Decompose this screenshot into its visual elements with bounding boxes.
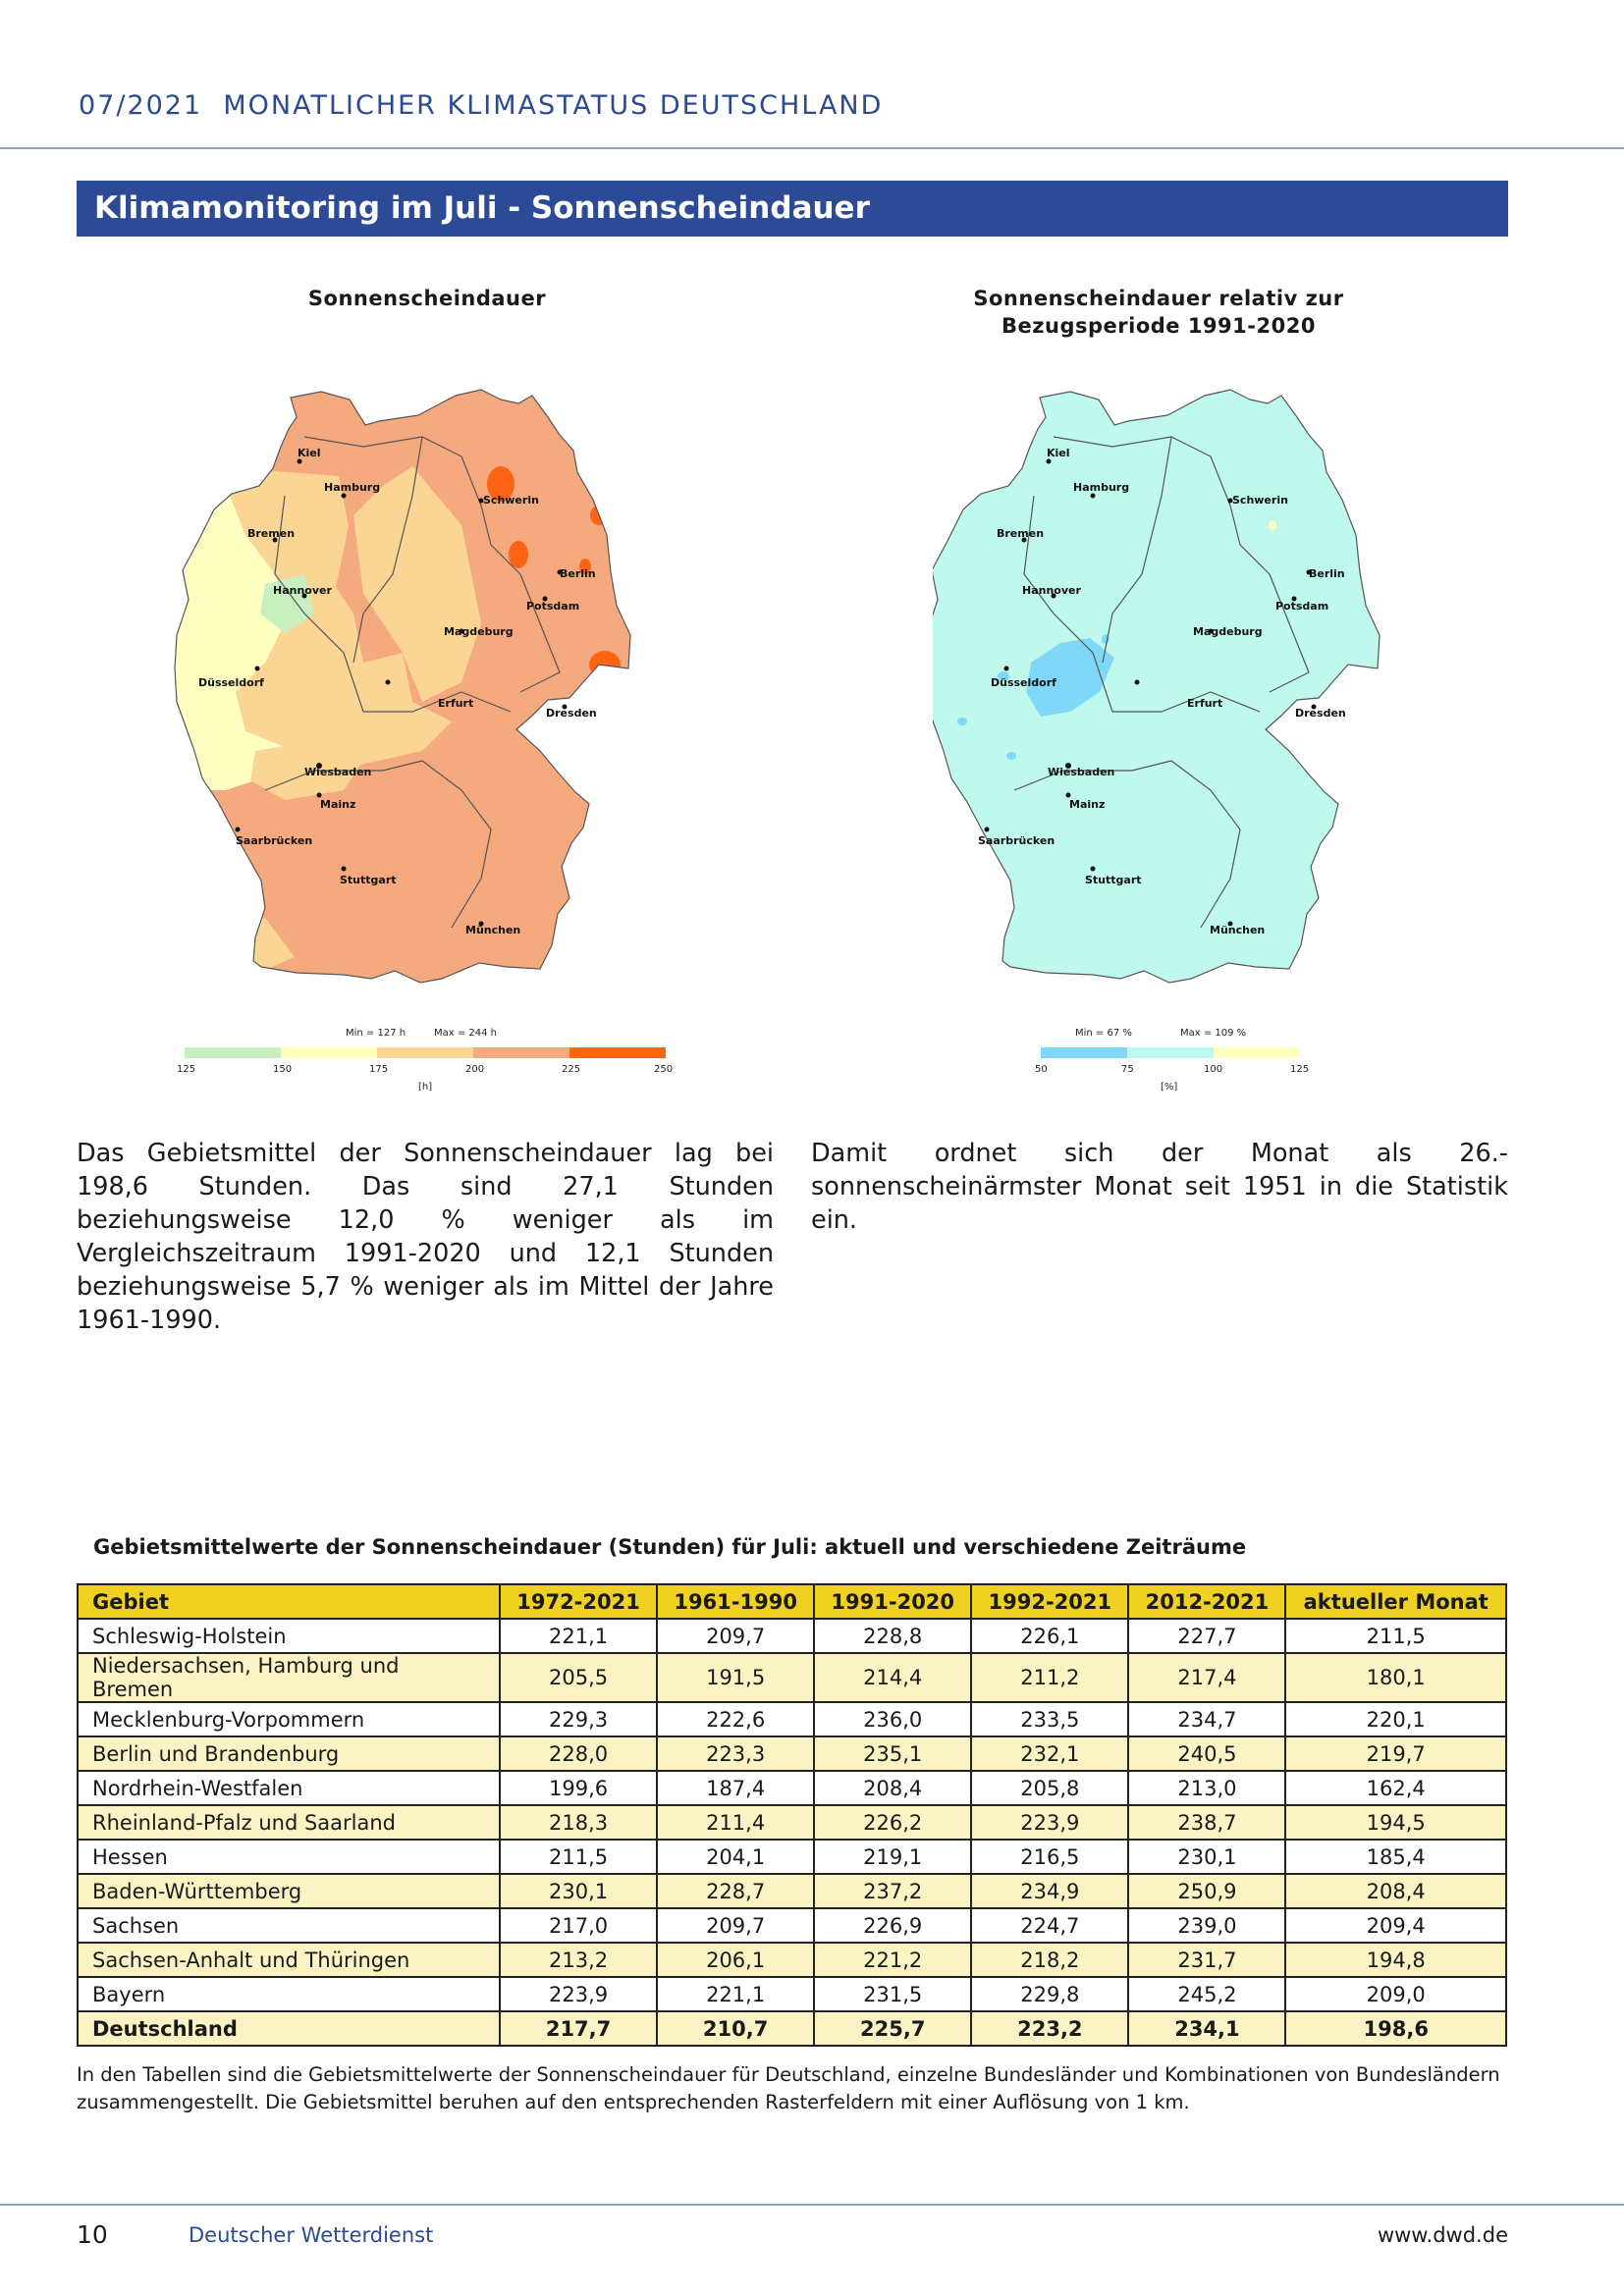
value-cell: 217,0 — [500, 1908, 657, 1943]
value-cell: 208,4 — [1285, 1874, 1506, 1908]
value-cell: 230,1 — [500, 1874, 657, 1908]
city-label: Erfurt — [438, 697, 474, 710]
value-cell: 228,7 — [657, 1874, 814, 1908]
page-number: 10 — [77, 2220, 108, 2249]
region-cell: Sachsen-Anhalt und Thüringen — [78, 1943, 500, 1977]
value-cell: 219,1 — [814, 1840, 971, 1874]
region-cell: Niedersachsen, Hamburg und Bremen — [78, 1653, 500, 1702]
region-cell: Mecklenburg-Vorpommern — [78, 1702, 500, 1736]
city-label: Mainz — [1069, 798, 1106, 811]
value-cell: 245,2 — [1128, 1977, 1285, 2011]
col-header: aktueller Monat — [1285, 1584, 1506, 1619]
value-cell: 209,0 — [1285, 1977, 1506, 2011]
right-map-max: Max = 109 % — [1180, 1028, 1247, 1039]
value-cell: 199,6 — [500, 1771, 657, 1805]
table-row — [78, 1805, 1506, 1840]
table-row — [78, 1702, 1506, 1736]
value-cell: 211,5 — [1285, 1619, 1506, 1653]
right-map-min: Min = 67 % — [1075, 1028, 1132, 1039]
value-cell: 250,9 — [1128, 1874, 1285, 1908]
value-cell: 227,7 — [1128, 1619, 1285, 1653]
value-cell: 237,2 — [814, 1874, 971, 1908]
left-map-title: Sonnenscheindauer — [307, 287, 547, 310]
value-cell: 223,2 — [971, 2011, 1128, 2046]
value-cell: 218,2 — [971, 1943, 1128, 1977]
value-cell: 206,1 — [657, 1943, 814, 1977]
value-cell: 191,5 — [657, 1653, 814, 1702]
value-cell: 223,9 — [500, 1977, 657, 2011]
value-cell: 230,1 — [1128, 1840, 1285, 1874]
table-row — [78, 1736, 1506, 1771]
region-cell: Schleswig-Holstein — [78, 1619, 500, 1653]
city-label: Magdeburg — [1193, 625, 1263, 638]
value-cell: 211,5 — [500, 1840, 657, 1874]
region-cell: Hessen — [78, 1840, 500, 1874]
value-cell: 240,5 — [1128, 1736, 1285, 1771]
region-cell: Sachsen — [78, 1908, 500, 1943]
region-cell: Nordrhein-Westfalen — [78, 1771, 500, 1805]
city-label: Potsdam — [526, 600, 580, 613]
city-label: Saarbrücken — [236, 834, 313, 847]
value-cell: 226,9 — [814, 1908, 971, 1943]
right-legend-tick: 75 — [1121, 1064, 1134, 1075]
city-label: Bremen — [247, 527, 296, 540]
col-header: 2012-2021 — [1128, 1584, 1285, 1619]
table-row — [78, 1840, 1506, 1874]
city-label: Stuttgart — [340, 874, 397, 886]
region-cell: Bayern — [78, 1977, 500, 2011]
left-legend-tick: 125 — [177, 1064, 196, 1075]
city-label: Wiesbaden — [1048, 766, 1115, 778]
value-cell: 205,5 — [500, 1653, 657, 1702]
footer-rule — [0, 2204, 1624, 2206]
value-cell: 209,7 — [657, 1619, 814, 1653]
table-row — [78, 1771, 1506, 1805]
city-label: Hannover — [273, 584, 332, 597]
value-cell: 198,6 — [1285, 2011, 1506, 2046]
city-label: Saarbrücken — [978, 834, 1056, 847]
value-cell: 234,7 — [1128, 1702, 1285, 1736]
right-legend-tick: 125 — [1290, 1064, 1310, 1075]
col-header: 1972-2021 — [500, 1584, 657, 1619]
value-cell: 218,3 — [500, 1805, 657, 1840]
left-legend-tick: 150 — [273, 1064, 293, 1075]
right-legend-tick: 50 — [1035, 1064, 1048, 1075]
value-cell: 236,0 — [814, 1702, 971, 1736]
area-mean-table — [77, 1583, 1507, 2047]
value-cell: 180,1 — [1285, 1653, 1506, 1702]
table-row — [78, 2011, 1506, 2046]
header-issue: 07/2021 — [79, 90, 203, 121]
city-label: Kiel — [298, 447, 321, 459]
city-label: Berlin — [560, 567, 596, 580]
right-map-title-line1: Sonnenscheindauer relativ zur — [973, 287, 1344, 310]
value-cell: 221,2 — [814, 1943, 971, 1977]
left-legend-tick: 175 — [369, 1064, 389, 1075]
city-label: Stuttgart — [1085, 874, 1142, 886]
summary-paragraph-left: Das Gebietsmittel der Sonnenscheindauer lag bei 198,6 Stunden. Das sind 27,1 Stunden beziehungsweise 12,0 % weniger als im Vergleichszeitraum 1991-2020 und 12,1 Stunden beziehungsweise 5,7 % weniger als im Mittel der Jahre 1961-1990. — [77, 1139, 774, 1335]
value-cell: 214,4 — [814, 1653, 971, 1702]
city-label: Dresden — [1295, 707, 1346, 720]
value-cell: 238,7 — [1128, 1805, 1285, 1840]
footer-url[interactable]: www.dwd.de — [1377, 2223, 1508, 2247]
value-cell: 234,1 — [1128, 2011, 1285, 2046]
value-cell: 221,1 — [657, 1977, 814, 2011]
value-cell: 216,5 — [971, 1840, 1128, 1874]
value-cell: 229,3 — [500, 1702, 657, 1736]
city-label: Potsdam — [1275, 600, 1329, 613]
value-cell: 185,4 — [1285, 1840, 1506, 1874]
col-header: 1991-2020 — [814, 1584, 971, 1619]
value-cell: 229,8 — [971, 1977, 1128, 2011]
value-cell: 234,9 — [971, 1874, 1128, 1908]
city-label: München — [1210, 924, 1266, 936]
right-map-title — [943, 285, 1375, 340]
region-cell: Rheinland-Pfalz und Saarland — [78, 1805, 500, 1840]
sunshine-duration-map — [167, 378, 697, 1095]
value-cell: 209,7 — [657, 1908, 814, 1943]
city-label: Mainz — [320, 798, 356, 811]
value-cell: 233,5 — [971, 1702, 1128, 1736]
value-cell: 221,1 — [500, 1619, 657, 1653]
region-cell: Baden-Württemberg — [78, 1874, 500, 1908]
right-legend-tick: 100 — [1204, 1064, 1223, 1075]
value-cell: 232,1 — [971, 1736, 1128, 1771]
region-cell: Berlin und Brandenburg — [78, 1736, 500, 1771]
left-map-max: Max = 244 h — [434, 1028, 498, 1039]
col-header: Gebiet — [78, 1584, 500, 1619]
city-label: Schwerin — [1232, 494, 1288, 507]
value-cell: 223,9 — [971, 1805, 1128, 1840]
city-label: Wiesbaden — [304, 766, 372, 778]
city-label: Dresden — [546, 707, 597, 720]
city-label: Hamburg — [1073, 481, 1130, 494]
right-map-legend — [1035, 1047, 1309, 1093]
value-cell: 209,4 — [1285, 1908, 1506, 1943]
city-label: Hamburg — [324, 481, 381, 494]
summary-paragraph-right: Damit ordnet sich der Monat als 26.-sonnenscheinärmster Monat seit 1951 in die Statistik ein. — [811, 1139, 1508, 1235]
running-header — [79, 90, 883, 121]
value-cell: 217,4 — [1128, 1653, 1285, 1702]
table-row — [78, 1908, 1506, 1943]
city-label: Schwerin — [483, 494, 539, 507]
value-cell: 231,5 — [814, 1977, 971, 2011]
table-row — [78, 1943, 1506, 1977]
value-cell: 187,4 — [657, 1771, 814, 1805]
header-rule — [0, 147, 1624, 149]
left-legend-tick: 200 — [465, 1064, 485, 1075]
value-cell: 235,1 — [814, 1736, 971, 1771]
city-label: Hannover — [1022, 584, 1081, 597]
value-cell: 231,7 — [1128, 1943, 1285, 1977]
right-map-title-line2: Bezugsperiode 1991-2020 — [1001, 314, 1316, 338]
city-label: Düsseldorf — [198, 676, 264, 689]
value-cell: 211,2 — [971, 1653, 1128, 1702]
value-cell: 226,2 — [814, 1805, 971, 1840]
right-legend-unit: [%] — [1161, 1082, 1178, 1093]
value-cell: 194,5 — [1285, 1805, 1506, 1840]
col-header: 1992-2021 — [971, 1584, 1128, 1619]
city-label: München — [465, 924, 521, 936]
left-legend-unit: [h] — [418, 1082, 433, 1093]
value-cell: 223,3 — [657, 1736, 814, 1771]
relative-sunshine-map — [933, 378, 1463, 1095]
city-label: Magdeburg — [444, 625, 514, 638]
left-legend-tick: 250 — [654, 1064, 674, 1075]
value-cell: 211,4 — [657, 1805, 814, 1840]
table-row — [78, 1653, 1506, 1702]
region-cell: Deutschland — [78, 2011, 500, 2046]
left-map-min: Min = 127 h — [346, 1028, 406, 1039]
value-cell: 213,2 — [500, 1943, 657, 1977]
table-header-row — [78, 1584, 1506, 1619]
value-cell: 213,0 — [1128, 1771, 1285, 1805]
city-label: Berlin — [1309, 567, 1345, 580]
value-cell: 224,7 — [971, 1908, 1128, 1943]
header-title: MONATLICHER KLIMASTATUS DEUTSCHLAND — [223, 90, 884, 121]
section-banner: Klimamonitoring im Juli - Sonnenscheindauer — [77, 181, 1508, 237]
footer-organisation: Deutscher Wetterdienst — [189, 2223, 434, 2247]
table-row — [78, 1874, 1506, 1908]
table-row — [78, 1619, 1506, 1653]
value-cell: 225,7 — [814, 2011, 971, 2046]
left-map-legend — [177, 1047, 673, 1093]
value-cell: 222,6 — [657, 1702, 814, 1736]
value-cell: 204,1 — [657, 1840, 814, 1874]
value-cell: 239,0 — [1128, 1908, 1285, 1943]
value-cell: 219,7 — [1285, 1736, 1506, 1771]
table-title: Gebietsmittelwerte der Sonnenscheindauer (Stunden) für Juli: aktuell und verschiedene Zeiträume — [93, 1535, 1247, 1559]
city-label: Erfurt — [1187, 697, 1223, 710]
table-footnote: In den Tabellen sind die Gebietsmittelwerte der Sonnenscheindauer für Deutschland, einzelne Bundesländer und Kombinationen von Bundesländern zusammengestellt. Die Gebietsmittel beruhen auf den entsprechenden Rasterfeldern mit einer Auflösung von 1 km. — [77, 2063, 1500, 2113]
value-cell: 194,8 — [1285, 1943, 1506, 1977]
value-cell: 162,4 — [1285, 1771, 1506, 1805]
city-label: Bremen — [997, 527, 1045, 540]
city-label: Kiel — [1047, 447, 1070, 459]
value-cell: 228,8 — [814, 1619, 971, 1653]
left-legend-tick: 225 — [562, 1064, 581, 1075]
value-cell: 210,7 — [657, 2011, 814, 2046]
value-cell: 217,7 — [500, 2011, 657, 2046]
col-header: 1961-1990 — [657, 1584, 814, 1619]
value-cell: 220,1 — [1285, 1702, 1506, 1736]
value-cell: 205,8 — [971, 1771, 1128, 1805]
value-cell: 208,4 — [814, 1771, 971, 1805]
city-label: Düsseldorf — [991, 676, 1056, 689]
table-row — [78, 1977, 1506, 2011]
value-cell: 228,0 — [500, 1736, 657, 1771]
value-cell: 226,1 — [971, 1619, 1128, 1653]
